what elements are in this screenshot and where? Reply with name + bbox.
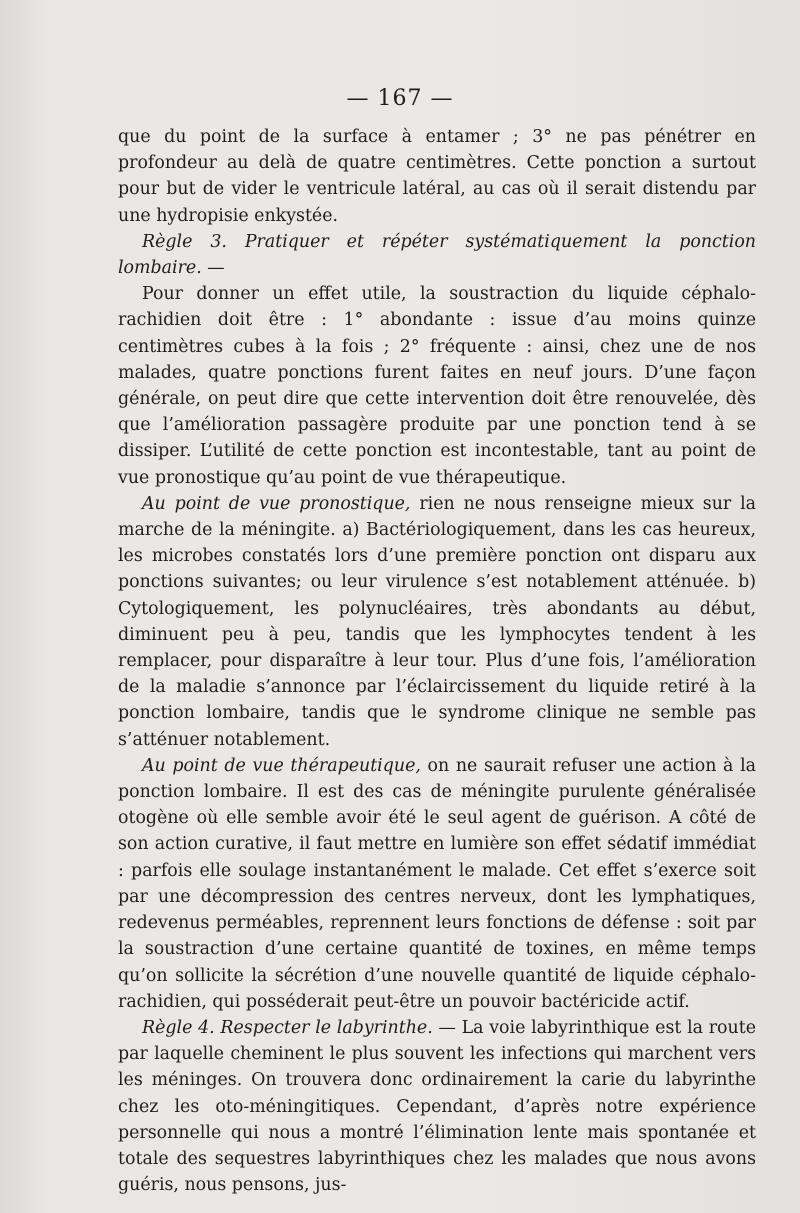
rule-3-title: Pratiquer et répéter systématiquement la ponction lombaire.: [118, 231, 756, 279]
rule-4-text: — La voie labyrinthique est la route par laquelle cheminent le plus souvent les infections qui marchent vers les méninges. On trouvera donc ordinairement la carie du labyrinthe chez les oto-méningitiques. Cependant, d’après notre expérience personnelle qui nous a montré l’élimination lente mais spontanée et totale des sequestres labyrinthiques chez les malades que nous avons guéris, nous pensons, jus-: [118, 1017, 757, 1196]
therapeutic-heading: Au point de vue thérapeutique,: [142, 755, 421, 776]
paragraph-continuation: que du point de la surface à entamer ; 3° ne pas pénétrer en profondeur au delà de quatre centimètres. Cette ponction a surtout pour but de vider le ventricule latéral, au cas où il serait distendu par une hydropisie enkystée.: [118, 127, 756, 226]
rule-3-label: Règle 3.: [142, 231, 227, 252]
prognostic-text: rien ne nous renseigne mieux sur la marche de la méningite. a) Bactériologiquement, dans les cas heureux, les microbes constatés lors d’une première ponction ont disparu aux ponctions suivantes; ou leur virulence s’est notablement atténuée. b) Cytologiquement, les polynucléaires, très abondants au début, diminuent peu à peu, tandis que les lymphocytes tendent à les remplacer, pour disparaître à leur tour. Plus d’une fois, l’amélioration de la maladie s’annonce par l’éclaircissement du liquide retiré à la ponction lombaire, tandis que le syndrome clinique ne semble pas s’atténuer notablement.: [118, 493, 756, 750]
paragraph-rule-3: [118, 229, 756, 281]
rule-4-title: Respecter le labyrinthe.: [220, 1017, 433, 1038]
body-text: [118, 124, 756, 1198]
rule-3-dash: —: [201, 258, 225, 279]
therapeutic-text: on ne saurait refuser une action à la ponction lombaire. Il est des cas de méningite purulente généralisée otogène où elle semble avoir été le seul agent de guérison. A côté de son action curative, il faut mettre en lumière son effet sédatif immédiat : parfois elle soulage instantanément le malade. Cet effet s’exerce soit par une décompression des centres nerveux, dont les lymphatiques, redevenus perméables, reprennent leurs fonctions de défense : soit par la soustraction d’une certaine quantité de toxines, en même temps qu’on sollicite la sécrétion d’une nouvelle quantité de liquide céphalo-rachidien, qui posséderait peut-être un pouvoir bactéricide actif.: [118, 755, 756, 1012]
rule-4-label: Règle 4.: [142, 1017, 215, 1038]
paragraph-prognostic: [118, 491, 756, 753]
prognostic-heading: Au point de vue pronostique,: [142, 493, 411, 514]
page-number: — 167 —: [346, 86, 454, 111]
paragraph-rule-4: [118, 1015, 756, 1198]
paragraph-rule-3-body: Pour donner un effet utile, la soustraction du liquide céphalo-rachidien doit être : 1° abondante : issue d’au moins quinze centimètres cubes à la fois ; 2° fréquente : ainsi, chez une de nos malades, quatre ponctions furent faites en neuf jours. D’une façon générale, on peut dire que cette intervention doit être renouvelée, dès que l’amélioration passagère produite par une ponction tend à se dissiper. L’utilité de cette ponction est incontestable, tant au point de vue pronostique qu’au point de vue thérapeutique.: [118, 284, 756, 488]
paragraph-therapeutic: [118, 753, 756, 1015]
